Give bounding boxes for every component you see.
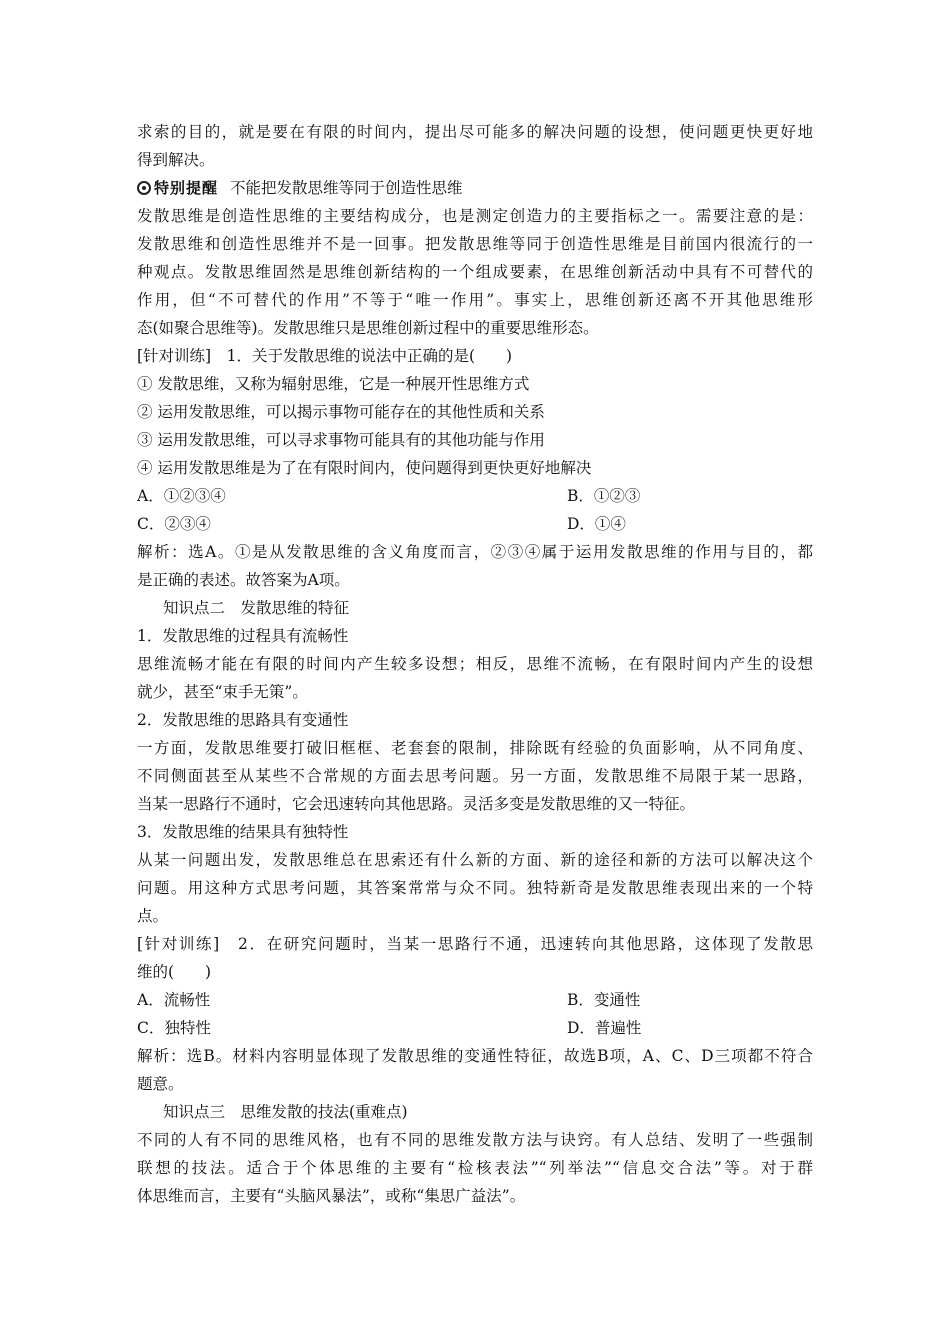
question-2-answer: 解析：选B。材料内容明显体现了发散思维的变通性特征，故选B项，A、C、D三项都不符合 — [137, 1047, 813, 1065]
text-line: 思维流畅才能在有限的时间内产生较多设想；相反，思维不流畅，在有限时间内产生的设想 — [137, 655, 813, 673]
text-line: 求索的目的，就是要在有限的时间内，提出尽可能多的解决问题的设想，使问题更快更好地 — [137, 123, 813, 141]
text-line: 作用，但“不可替代的作用”不等于“唯一作用”。事实上，思维创新还离不开其他思维形 — [137, 291, 813, 309]
text-line: 就少，甚至“束手无策”。 — [137, 683, 308, 701]
text-line: 发散思维是创造性思维的主要结构成分，也是测定创造力的主要指标之一。需要注意的是： — [137, 207, 813, 225]
special-tip-heading — [137, 174, 813, 202]
question-2-stem: [针对训练] 2．在研究问题时，当某一思路行不通，迅速转向其他思路，这体现了发散思 — [137, 935, 813, 953]
special-tip-label: 特别提醒 — [154, 179, 219, 197]
option-a: A．①②③④ — [137, 487, 226, 505]
question-2-options-row — [137, 1014, 813, 1042]
question-2-answer: 题意。 — [137, 1075, 184, 1093]
question-1-options-row — [137, 510, 813, 538]
question-1-item: ② 运用发散思维，可以揭示事物可能存在的其他性质和关系 — [137, 403, 545, 421]
option-c: C．②③④ — [137, 515, 211, 533]
option-d: D．①④ — [567, 515, 626, 533]
question-1-item: ① 发散思维，又称为辐射思维，它是一种展开性思维方式 — [137, 375, 530, 393]
text-line: 不同侧面甚至从某些不合常规的方面去思考问题。另一方面，发散思维不局限于某一思路， — [137, 767, 813, 785]
text-line: 发散思维和创造性思维并不是一回事。把发散思维等同于创造性思维是目前国内很流行的一 — [137, 235, 813, 253]
text-line: 种观点。发散思维固然是思维创新结构的一个组成要素，在思维创新活动中具有不可替代的 — [137, 263, 813, 281]
special-tip-badge — [137, 174, 218, 202]
document-page — [137, 118, 813, 1210]
subheading: 3．发散思维的结果具有独特性 — [137, 823, 349, 841]
question-1-options-row — [137, 482, 813, 510]
option-d: D．普遍性 — [567, 1019, 642, 1037]
text-line: 一方面，发散思维要打破旧框框、老套套的限制，排除既有经验的负面影响，从不同角度、 — [137, 739, 813, 757]
option-b: B．变通性 — [567, 991, 641, 1009]
text-line: 问题。用这种方式思考问题，其答案常常与众不同。独特新奇是发散思维表现出来的一个特 — [137, 879, 813, 897]
text-line: 得到解决。 — [137, 151, 215, 169]
option-c: C．独特性 — [137, 1019, 211, 1037]
subheading: 2．发散思维的思路具有变通性 — [137, 711, 349, 729]
knowledge-point-3-title: 知识点三 思维发散的技法(重难点) — [163, 1103, 408, 1121]
bullseye-icon — [137, 181, 151, 195]
special-tip-title: 不能把发散思维等同于创造性思维 — [230, 179, 463, 197]
text-line: 当某一思路行不通时，它会迅速转向其他思路。灵活多变是发散思维的又一特征。 — [137, 795, 696, 813]
text-line: 态(如聚合思维等)。发散思维只是思维创新过程中的重要思维形态。 — [137, 319, 599, 337]
text-line: 联想的技法。适合于个体思维的主要有“检核表法”“列举法”“信息交合法”等。对于群 — [137, 1159, 813, 1177]
question-2-options-row — [137, 986, 813, 1014]
question-1-item: ④ 运用发散思维是为了在有限时间内，使问题得到更快更好地解决 — [137, 459, 592, 477]
text-line: 点。 — [137, 907, 169, 925]
option-b: B．①②③ — [567, 487, 641, 505]
question-1-answer: 解析：选A。①是从发散思维的含义角度而言，②③④属于运用发散思维的作用与目的，都 — [137, 543, 813, 561]
text-line: 不同的人有不同的思维风格，也有不同的思维发散方法与诀窍。有人总结、发明了一些强制 — [137, 1131, 813, 1149]
question-1-item: ③ 运用发散思维，可以寻求事物可能具有的其他功能与作用 — [137, 431, 545, 449]
question-1-answer: 是正确的表述。故答案为A项。 — [137, 571, 350, 589]
subheading: 1．发散思维的过程具有流畅性 — [137, 627, 349, 645]
text-line: 体思维而言，主要有“头脑风暴法”，或称“集思广益法”。 — [137, 1187, 526, 1205]
knowledge-point-2-title: 知识点二 发散思维的特征 — [163, 599, 350, 617]
question-2-stem: 维的( ) — [137, 963, 212, 981]
text-line: 从某一问题出发，发散思维总在思索还有什么新的方面、新的途径和新的方法可以解决这个 — [137, 851, 813, 869]
question-1-stem: [针对训练] 1．关于发散思维的说法中正确的是( ) — [137, 347, 513, 365]
option-a: A．流畅性 — [137, 991, 211, 1009]
